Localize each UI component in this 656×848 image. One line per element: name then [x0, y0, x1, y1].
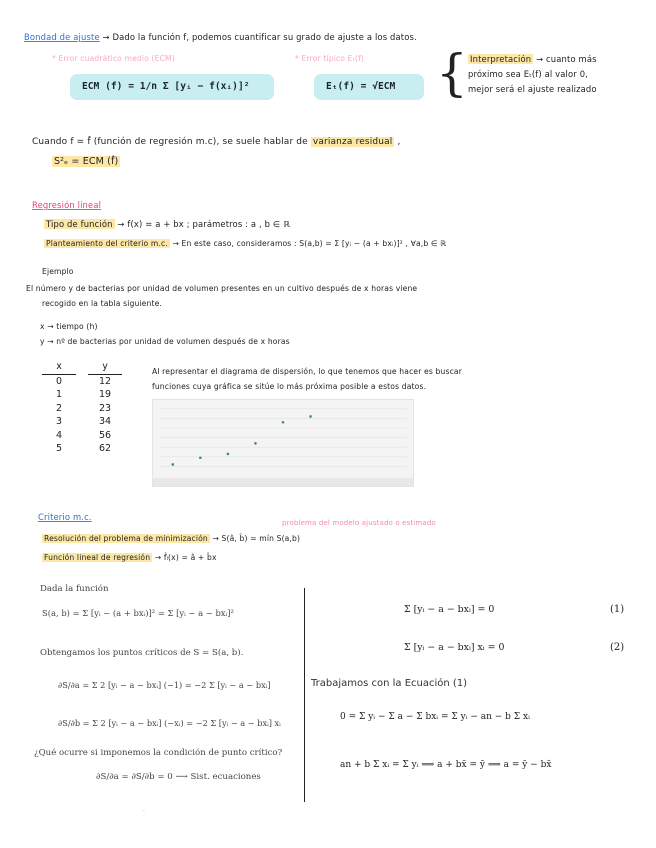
- x-definition: x → tiempo (h): [40, 322, 98, 331]
- scatter-point: [171, 463, 174, 466]
- resol-text: → S(â, b̂) = mín S(a,b): [212, 534, 301, 543]
- expand-equation: 0 = Σ yᵢ − Σ a − Σ bxᵢ = Σ yᵢ − an − b Σ xᵢ: [340, 712, 530, 722]
- table-cell: 1: [55, 389, 63, 401]
- y-definition: y → nº de bacterias por unidad de volumen después de x horas: [40, 337, 290, 346]
- tipo-line: [44, 219, 290, 229]
- plot-axis-strip: [153, 478, 413, 486]
- plant-line: [44, 239, 446, 248]
- criterio-annotation: problema del modelo ajustado o estimado: [282, 519, 436, 527]
- criterio-title: Criterio m.c.: [38, 512, 92, 522]
- table-row: [42, 429, 122, 443]
- interp-title: Interpretación: [470, 54, 532, 64]
- table-cell: 62: [98, 443, 112, 455]
- table-cell: 2: [55, 402, 63, 414]
- crit-equation: ∂S/∂a = ∂S/∂b = 0 ⟶ Sist. ecuaciones: [96, 772, 261, 782]
- table-cell: 12: [98, 375, 112, 387]
- data-table-wrap: [42, 360, 122, 456]
- regresion-title: Regresión lineal: [32, 200, 102, 210]
- plant-label: Planteamiento del criterio m.c.: [46, 239, 168, 248]
- residual-highlight: varianza residual: [312, 137, 393, 147]
- question-text: ¿Qué ocurre si imponemos la condición de punto crítico?: [34, 748, 283, 758]
- scatter-point: [282, 421, 285, 424]
- residual-text: Cuando f = f̂ (función de regresión m.c), se suele hablar de: [32, 137, 308, 147]
- equation-1-number: (1): [610, 604, 625, 615]
- ecm-formula: ECM (f) = 1/n Σ [yᵢ − f(xᵢ)]²: [82, 81, 250, 92]
- table-cell: 3: [55, 416, 63, 428]
- interp-line3: mejor será el ajuste realizado: [468, 84, 597, 94]
- bondad-intro: → Dado la función f, podemos cuantificar su grado de ajuste a los datos.: [102, 32, 417, 42]
- table-header-x: x: [42, 360, 76, 374]
- residual-line: Cuando f = f̂ (función de regresión m.c), se suele hablar de varianza residual ,: [32, 137, 401, 147]
- table-row: [42, 415, 122, 429]
- func-line: [42, 553, 217, 562]
- bondad-title: Bondad de ajuste: [24, 32, 100, 42]
- dispersion-line1: Al representar el diagrama de dispersión, lo que tenemos que hacer es buscar: [152, 367, 462, 376]
- table-row: [42, 442, 122, 456]
- scatter-plot: [152, 399, 414, 487]
- table-cell: 4: [55, 429, 63, 441]
- table-cell: 34: [98, 416, 112, 428]
- obtengamos-text: Obtengamos los puntos críticos de S = S(a, b).: [40, 648, 244, 658]
- func-label: Función lineal de regresión: [44, 553, 151, 562]
- ecm-label: * Error cuadrático medio (ECM): [52, 54, 175, 63]
- bondad-line: [24, 32, 417, 42]
- tipo-text: → f(x) = a + bx ; parámetros : a , b ∈ ℝ: [117, 219, 290, 229]
- table-cell: 5: [55, 443, 63, 455]
- equation-2: Σ [yᵢ − a − bxᵢ] xᵢ = 0: [404, 642, 505, 653]
- scatter-point: [199, 456, 202, 459]
- equation-2-number: (2): [610, 642, 625, 653]
- func-text: → f̂ₗ(x) = â + b̂x: [154, 553, 217, 562]
- result-equation: an + b Σ xᵢ = Σ yᵢ ⟹ a + bx̄ = ȳ ⟹ a = ȳ − bx̄: [340, 760, 552, 770]
- scatter-point: [254, 442, 257, 445]
- dada-text: Dada la función: [40, 584, 109, 594]
- table-row: [42, 388, 122, 402]
- interp-text1: → cuanto más: [536, 54, 597, 64]
- s-equation: S(a, b) = Σ [yᵢ − (a + bxᵢ)]² = Σ [yᵢ − a − bxᵢ]²: [42, 608, 234, 618]
- table-cell: 23: [98, 402, 112, 414]
- residual-formula-wrap: [52, 156, 120, 167]
- trabajamos-text: Trabajamos con la Ecuación (1): [311, 678, 468, 689]
- db-equation: ∂S/∂b = Σ 2 [yᵢ − a − bxᵢ] (−xᵢ) = −2 Σ [yᵢ − a − bxᵢ] xᵢ: [58, 718, 281, 728]
- column-divider: [304, 588, 305, 802]
- data-table: [42, 360, 122, 456]
- scatter-svg: [153, 400, 413, 486]
- equation-1: Σ [yᵢ − a − bxᵢ] = 0: [404, 604, 495, 615]
- interp-line1: [468, 54, 597, 64]
- ejemplo-label: Ejemplo: [42, 267, 74, 276]
- table-row: [42, 374, 122, 388]
- et-formula-box: [314, 74, 424, 100]
- et-label: * Error típico Eₜ(f): [295, 54, 365, 63]
- ejemplo-line1: El número y de bacterias por unidad de volumen presentes en un cultivo después de x horas viene: [26, 284, 418, 293]
- interp-line2: próximo sea Eₜ(f) al valor 0,: [468, 69, 588, 79]
- table-header-y: y: [88, 360, 122, 374]
- brace-symbol: {: [436, 44, 468, 102]
- resol-label: Resolución del problema de minimización: [44, 534, 208, 543]
- resol-line: [42, 534, 300, 543]
- tipo-label: Tipo de función: [46, 219, 113, 229]
- ecm-formula-box: [70, 74, 274, 100]
- ejemplo-line2: recogido en la tabla siguiente.: [42, 299, 162, 308]
- scatter-point: [309, 415, 312, 418]
- plant-text: → En este caso, consideramos : S(a,b) = Σ [yᵢ − (a + bxᵢ)]² , ∀a,b ∈ ℝ: [172, 239, 447, 248]
- table-cell: 0: [55, 375, 63, 387]
- scatter-point: [227, 453, 230, 456]
- da-equation: ∂S/∂a = Σ 2 [yᵢ − a − bxᵢ] (−1) = −2 Σ [yᵢ − a − bxᵢ]: [58, 680, 271, 690]
- table-row: [42, 402, 122, 416]
- dispersion-line2: funciones cuya gráfica se sitúe lo más próxima posible a estos datos.: [152, 382, 427, 391]
- table-cell: 56: [98, 429, 112, 441]
- table-cell: 19: [98, 389, 112, 401]
- et-formula: Eₜ(f) = √ECM: [326, 81, 396, 92]
- residual-formula: S²ₑ = ECM (f̂): [54, 156, 119, 167]
